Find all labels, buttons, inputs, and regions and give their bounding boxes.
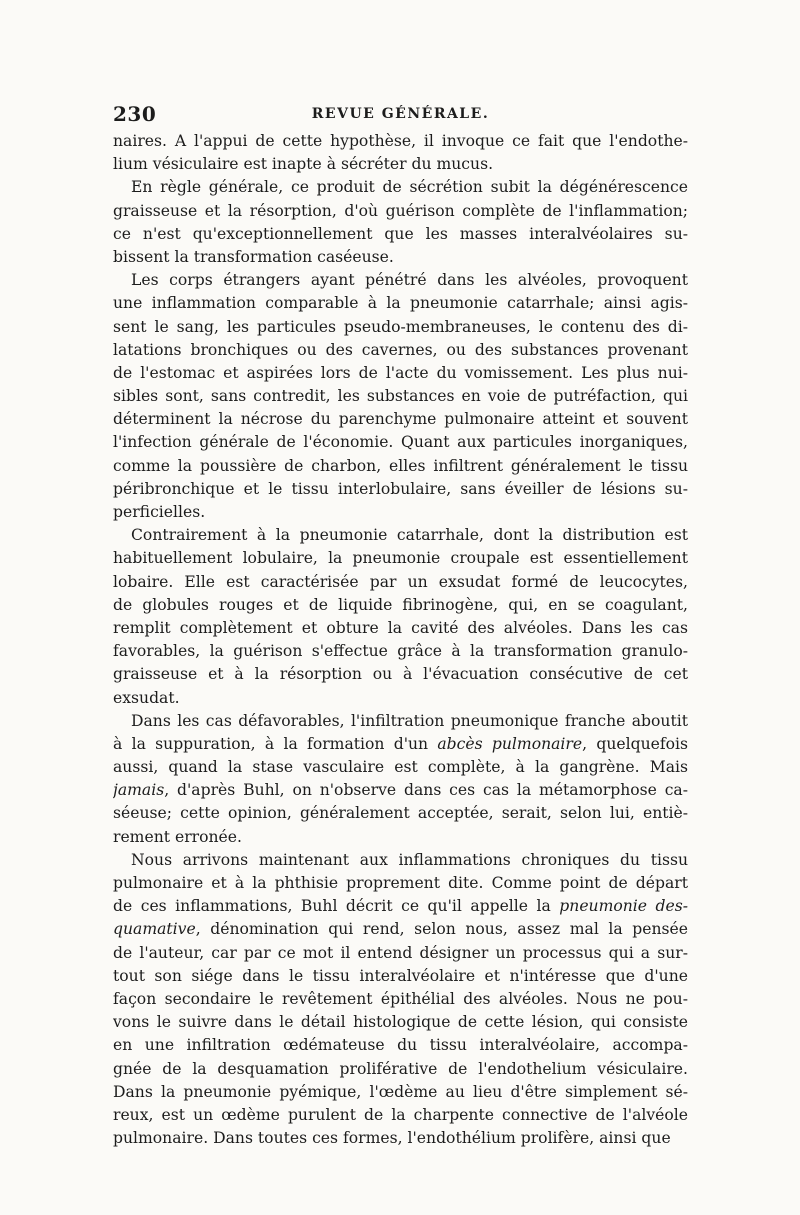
text-line: jamais, d'après Buhl, on n'observe dans ces cas la métamorphose ca- xyxy=(113,781,688,800)
paragraph xyxy=(113,176,688,269)
text-line: En règle générale, ce produit de sécrétion subit la dégénérescence xyxy=(131,178,688,197)
text-line: graisseuse et à la résorption ou à l'évacuation consécutive de cet xyxy=(113,665,688,684)
text-line: séeuse; cette opinion, généralement acceptée, serait, selon lui, entiè- xyxy=(113,804,688,823)
text-line: pulmonaire et à la phthisie proprement dite. Comme point de départ xyxy=(113,874,688,892)
page-header xyxy=(113,102,688,126)
paragraph xyxy=(113,524,688,710)
text-line: Contrairement à la pneumonie catarrhale, dont la distribution est xyxy=(131,526,688,545)
text-line: une inflammation comparable à la pneumonie catarrhale; ainsi agis- xyxy=(113,294,688,313)
text-line: lobaire. Elle est caractérisée par un exsudat formé de leucocytes, xyxy=(113,572,688,591)
text-line: gnée de la desquamation proliférative de l'endothelium vésiculaire. xyxy=(113,1059,688,1078)
text-line: façon secondaire le revêtement épithélial des alvéoles. Nous ne pou- xyxy=(113,989,688,1008)
text-line: remplit complètement et obture la cavité des alvéoles. Dans les cas xyxy=(113,618,688,637)
text-line: comme la poussière de charbon, elles infiltrent généralement le tissu xyxy=(113,456,688,475)
text-line: habituellement lobulaire, la pneumonie croupale est essentiellement xyxy=(113,549,688,568)
text-line: latations bronchiques ou des cavernes, ou des substances provenant xyxy=(113,340,688,359)
text-line: ce n'est qu'exceptionnellement que les masses interalvéolaires su- xyxy=(113,224,688,243)
text-line: Nous arrivons maintenant aux inflammations chroniques du tissu xyxy=(131,850,688,869)
text-line: rement erronée. xyxy=(113,827,242,846)
text-line: lium vésiculaire est inapte à sécréter du mucus. xyxy=(113,155,494,174)
text-line: Dans les cas défavorables, l'infiltration pneumonique franche aboutit xyxy=(131,711,688,730)
text-line: sent le sang, les particules pseudo-membraneuses, le contenu des di- xyxy=(113,317,688,336)
text-line: Dans la pneumonie pyémique, l'œdème au lieu d'être simplement sé- xyxy=(113,1082,688,1101)
text-line: vons le suivre dans le détail histologique de cette lésion, qui consiste xyxy=(113,1013,688,1032)
text-line: quamative, dénomination qui rend, selon nous, assez mal la pensée xyxy=(113,920,688,939)
text-line: de l'estomac et aspirées lors de l'acte du vomissement. Les plus nui- xyxy=(113,363,688,382)
text-line: favorables, la guérison s'effectue grâce à la transformation granulo- xyxy=(113,642,688,661)
text-line: Les corps étrangers ayant pénétré dans les alvéoles, provoquent xyxy=(131,271,688,290)
text-line: péribronchique et le tissu interlobulaire, sans éveiller de lésions su- xyxy=(113,479,688,498)
text-line: en une infiltration œdémateuse du tissu interalvéolaire, accompa- xyxy=(113,1036,688,1055)
text-line: l'infection générale de l'économie. Quant aux particules inorganiques, xyxy=(113,433,688,452)
text-line: de globules rouges et de liquide fibrinogène, qui, en se coagulant, xyxy=(113,595,688,614)
page-number: 230 xyxy=(113,102,157,126)
text-line: graisseuse et la résorption, d'où guérison complète de l'inflammation; xyxy=(113,201,688,220)
text-line: déterminent la nécrose du parenchyme pulmonaire atteint et souvent xyxy=(113,410,688,429)
text-line: tout son siége dans le tissu interalvéolaire et n'intéresse que d'une xyxy=(113,966,688,985)
paragraph xyxy=(113,269,688,524)
text-line: naires. A l'appui de cette hypothèse, il invoque ce fait que l'endothe- xyxy=(113,132,688,150)
text-line: à la suppuration, à la formation d'un abcès pulmonaire, quelquefois xyxy=(113,734,688,753)
paragraph xyxy=(113,130,688,176)
text-line: de ces inflammations, Buhl décrit ce qu'il appelle la pneumonie des- xyxy=(113,897,688,916)
text-line: perficielles. xyxy=(113,503,206,521)
text-line: exsudat. xyxy=(113,688,180,707)
text-line: bissent la transformation caséeuse. xyxy=(113,247,394,266)
text-line: aussi, quand la stase vasculaire est complète, à la gangrène. Mais xyxy=(113,758,688,777)
text-line: reux, est un œdème purulent de la charpente connective de l'alvéole xyxy=(113,1105,688,1124)
text-line: sibles sont, sans contredit, les substances en voie de putréfaction, qui xyxy=(113,387,688,406)
text-line: de l'auteur, car par ce mot il entend désigner un processus qui a sur- xyxy=(113,943,688,962)
body-text xyxy=(113,130,688,1150)
paragraph xyxy=(113,710,688,849)
paragraph xyxy=(113,849,688,1150)
text-line: pulmonaire. Dans toutes ces formes, l'endothélium prolifère, ainsi que xyxy=(113,1129,671,1148)
running-head: REVUE GÉNÉRALE. xyxy=(311,106,490,122)
